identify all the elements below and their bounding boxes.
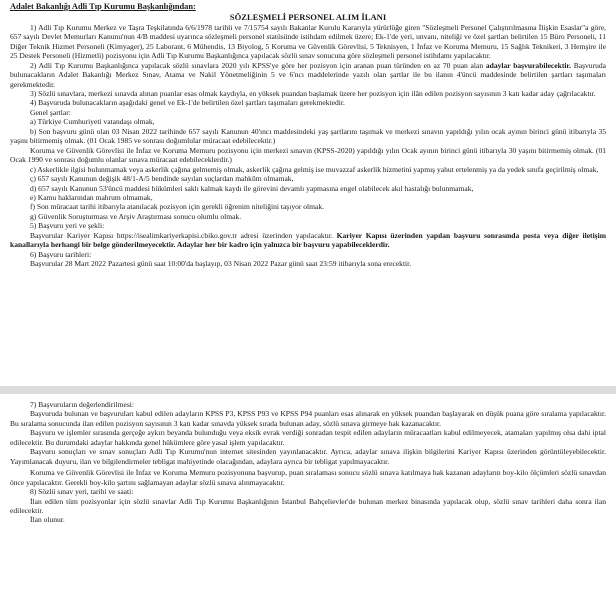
general-conditions-heading: Genel şartlar: <box>30 107 71 117</box>
condition-e: e) Kamu haklarından mahrum olmamak, <box>30 192 153 202</box>
condition-b-security: Koruma ve Güvenlik Görevlisi ile İnfaz ve Koruma Memuru pozisyonu için merkezi sınavın (KPSS-2020) yapıldığı yılın Ocak ayının birinci günü itibarıyla 30 yaşını bitirmemiş olmak. (01 Ocak 1990 ve sonrası doğumlu olanlar sınava müracaat edebileceklerdir.) <box>10 145 606 165</box>
paragraph-4-intro: 4) Başvuruda bulunacakların aşağıdaki genel ve Ek-1'de belirtilen özel şartları taşımaları gerekmektedir. <box>30 98 345 108</box>
application-place-heading: 5) Başvuru yeri ve şekli: <box>30 221 105 231</box>
evaluation-text-1: Başvuruda bulunan ve başvuruları kabul edilen adayların KPSS P3, KPSS P93 ve KPSS P94 puanları esas alınarak en yüksek puandan başlayarak en düşük puana göre sıralama yapılacaktır. Bu sıralama sonucunda ilan edilen pozisyon sayısının 3 katı kadar sınavda yüksek sırada bulunan aday, sözlü sınava girmeye hak kazanacaktır. <box>10 409 606 428</box>
announcement-page-bottom <box>0 394 616 603</box>
evaluation-heading: 7) Başvuruların değerlendirilmesi: <box>30 400 134 409</box>
application-dates-heading: 6) Başvuru tarihleri: <box>30 249 92 259</box>
announcement-title: SÖZLEŞMELİ PERSONEL ALIM İLANI <box>229 12 387 23</box>
oral-exam-text: İlan edilen tüm pozisyonlar için sözlü sınavlar Adli Tıp Kurumu Başkanlığının İstanbul Bahçelievler'de bulunan merkez binasında yapılacak olup, sözlü sınav tarihleri daha sonra ilan edilecektir. <box>10 496 606 515</box>
paragraph-1: 1) Adli Tıp Kurumu Merkez ve Taşra Teşkilatında 6/6/1978 tarihli ve 7/15754 sayılı Bakanlar Kurulu Kararıyla yürürlüğe giren "Sözleşmeli Personel Çalıştırılmasına İlişkin Esaslar"a göre, 657 sayılı Devlet Memurları Kanunu'nun 4/B maddesi uyarınca sözleşmeli personel statüsünde istihdam edilmek üzere; Ek-1'de yeri, unvanı, niteliği ve özel şartları belirtilen 15 Büro Personeli, 11 Diğer Teknik Hizmet Personeli (Kimyager), 25 Laborant, 6 Mühendis, 13 Biyolog, 5 Koruma ve Güvenlik Görevlisi, 5 Teknisyen, 1 İnfaz ve Koruma Memuru, 15 Sağlık Teknikeri, 3 Hemşire ile 25 Destek Personeli (Hizmetli) pozisyonu için Adli Tıp Kurumu Başkanlığınca yapılacak sözlü sınav sonucuna göre sözleşmeli personel istihdamı yapılacaktır. <box>10 22 606 61</box>
evaluation-text-2: Başvuru ve işlemler sırasında gerçeğe aykırı beyanda bulunduğu veya eksik evrak verdiği sonradan tespit edilen adayların müracaatları kabul edilmeyecek, atamaları yapılmış olsa dahi iptal edilecektir. Bu durumdaki adaylar hakkında genel hükümlere göre yasal işlem yapılacaktır. <box>10 428 606 447</box>
paragraph-2-bold: adaylar başvurabilecektir. <box>485 60 571 70</box>
application-place-text <box>10 231 606 250</box>
application-url-sentence: Başvurular Kariyer Kapısı https://isealimkariyerkapisi.cbiko.gov.tr adresi üzerinden yapılacaktır. <box>30 230 337 240</box>
condition-c: c) Askerlikle ilgisi bulunmamak veya askerlik çağına gelmemiş olmak, askerlik çağına gelmiş ise muvazzaf askerlik hizmetini yapmış yahut ertelenmiş ya da yedek sınıfa geçirilmiş olmak, <box>30 164 599 174</box>
condition-g: g) Güvenlik Soruşturması ve Arşiv Araştırması sonucu olumlu olmak. <box>30 211 242 221</box>
condition-d: d) 657 sayılı Kanunun 53'üncü maddesi hükümleri saklı kalmak kaydı ile görevini devamlı yapmasına engel olabilecek akıl hastalığı bulunmamak, <box>30 183 474 193</box>
evaluation-text-4: Koruma ve Güvenlik Görevlisi ile İnfaz ve Koruma Memuru pozisyonuna başvurup, puan sıralaması sonucu sözlü sınava katılmaya hak kazanan adayların boy-kilo ölçümleri sözlü sınavdan önce yapılacaktır. Gerekli boy-kilo şartını sağlamayan adaylar sözlü sınava alınmayacaktır. <box>10 468 606 487</box>
condition-c-cedilla: ç) 657 sayılı Kanunun değişik 48/1-A/5 bendinde sayılan suçlardan mahkûm olmamak, <box>30 174 294 184</box>
paragraph-2-text-a: 2) Adli Tıp Kurumu Başkanlığınca yapılacak sözlü sınavlara 2020 yılı KPSS'ye göre her pozisyon için aranan puan türünden en az 70 puan alan <box>30 60 486 70</box>
page-separator <box>0 386 616 394</box>
announcement-header: Adalet Bakanlığı Adli Tıp Kurumu Başkanlığından: <box>10 2 196 11</box>
paragraph-2-text-c: Başvuruda bulunacakların Adalet Bakanlığı Merkez Sınav, Atama ve Nakil Yönetmeliğinin 5 ve 6'ncı maddelerinde yazılı olan şartlar ile bu ilanın 4'üncü maddesinde belirtilen şartları taşımaları gerekmektedir. <box>10 60 606 89</box>
evaluation-text-3: Başvuru sonuçları ve sınav sonuçları Adli Tıp Kurumu'nun internet sitesinden yayınlanacaktır. Ayrıca, adaylar sınava ilişkin bilgilerini Kariyer Kapısı üzerinden görüntüleyebilecektir. Yayımlanacak duyuru, ilan ve bilgilendirmeler tebligat mahiyetinde olacağından, adaylara ayrıca bir tebligat yapılmayacaktır. <box>10 447 606 466</box>
paragraph-2 <box>10 61 606 89</box>
application-bold-sentence: Kariyer Kapısı üzerinden yapılan başvuru sonrasında posta veya diğer iletişim kanallarıyla herhangi bir belge gönderilmeyecektir. Adaylar her bir kadro için yalnızca bir başvuru yapabileceklerdir. <box>10 230 606 250</box>
application-dates-text: Başvurular 28 Mart 2022 Pazartesi günü saat 10:00'da başlayıp, 03 Nisan 2022 Pazar günü saat 23:59 itibarıyla sona erecektir. <box>30 259 412 269</box>
condition-f: f) Son müracaat tarihi itibarıyla atanılacak pozisyon için gerekli öğrenim niteliğini taşıyor olmak. <box>30 202 325 212</box>
paragraph-3: 3) Sözlü sınavlara, merkezi sınavda alınan puanlar esas olmak kaydıyla, en yüksek puandan başlamak üzere her pozisyon için ilân edilen pozisyon sayısının 3 katı kadar aday çağrılacaktır. <box>30 88 596 98</box>
closing-line: İlan olunur. <box>30 515 65 525</box>
condition-a: a) Türkiye Cumhuriyeti vatandaşı olmak, <box>30 117 155 127</box>
condition-b: b) Son başvuru günü olan 03 Nisan 2022 tarihinde 657 sayılı Kanunun 40'ıncı maddesindeki yaş şartlarını taşımak ve merkezi sınavın yapıldığı yılın ocak ayının birinci günü itibarıyla 35 yaşını bitirmemiş olmak. (01 Ocak 1985 ve sonrası doğumlular müracaat edebilecektir.) <box>10 126 606 146</box>
oral-exam-heading: 8) Sözlü sınav yeri, tarihi ve saati: <box>30 487 134 497</box>
